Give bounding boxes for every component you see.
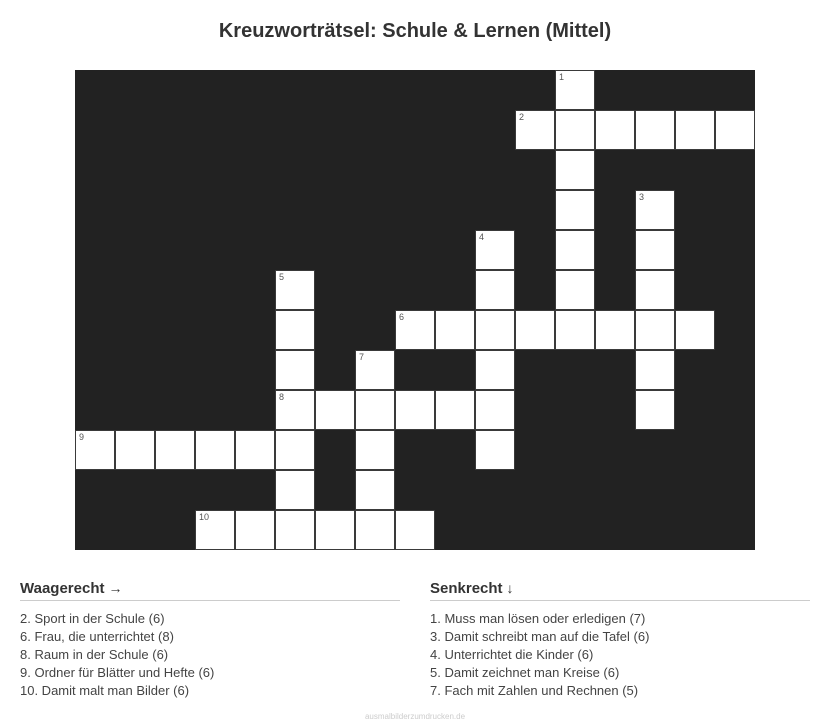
footer-credit: ausmalbilderzumdrucken.de xyxy=(364,712,466,721)
clue-number: 6 xyxy=(399,312,405,322)
grid-cell[interactable] xyxy=(475,430,515,470)
grid-cell[interactable] xyxy=(475,350,515,390)
clue-number: 8 xyxy=(279,392,285,402)
grid-cell[interactable] xyxy=(555,310,595,350)
clue-number: 5 xyxy=(279,272,285,282)
grid-cell[interactable] xyxy=(675,310,715,350)
grid-cell[interactable] xyxy=(195,430,235,470)
grid-cell[interactable] xyxy=(595,310,635,350)
grid-cell[interactable] xyxy=(515,110,555,150)
grid-cell[interactable] xyxy=(275,270,315,310)
down-heading xyxy=(430,580,810,601)
down-clues xyxy=(430,580,810,700)
grid-cell[interactable] xyxy=(355,510,395,550)
grid-cell[interactable] xyxy=(275,310,315,350)
grid-cell[interactable] xyxy=(355,350,395,390)
grid-cell[interactable] xyxy=(235,430,275,470)
grid-cell[interactable] xyxy=(395,510,435,550)
clue-across-6: 6. Frau, die unterrichtet (8) xyxy=(20,629,174,644)
clue-number: 10 xyxy=(199,512,210,522)
down-heading-label: Senkrecht xyxy=(430,580,503,597)
grid-cell[interactable] xyxy=(555,230,595,270)
grid-cell[interactable] xyxy=(475,310,515,350)
grid-cell[interactable] xyxy=(555,110,595,150)
grid-cell[interactable] xyxy=(355,470,395,510)
crossword-grid xyxy=(75,70,755,550)
grid-cell[interactable] xyxy=(395,390,435,430)
clue-down-7: 7. Fach mit Zahlen und Rechnen (5) xyxy=(430,683,639,698)
clue-across-2: 2. Sport in der Schule (6) xyxy=(20,611,165,626)
grid-cell[interactable] xyxy=(635,390,675,430)
clue-across-9: 9. Ordner für Blätter und Hefte (6) xyxy=(20,665,215,680)
grid-cell[interactable] xyxy=(715,110,755,150)
grid-cell[interactable] xyxy=(195,510,235,550)
clue-across-10: 10. Damit malt man Bilder (6) xyxy=(20,683,190,698)
clue-down-3: 3. Damit schreibt man auf die Tafel (6) xyxy=(430,629,650,644)
grid-cell[interactable] xyxy=(475,230,515,270)
grid-cell[interactable] xyxy=(435,390,475,430)
across-heading xyxy=(20,580,400,601)
clue-across-8: 8. Raum in der Schule (6) xyxy=(20,647,169,662)
clue-number: 7 xyxy=(359,352,365,362)
grid-cell[interactable] xyxy=(435,310,475,350)
arrow-down-icon: ↓ xyxy=(506,580,514,596)
grid-cell[interactable] xyxy=(635,350,675,390)
grid-cell[interactable] xyxy=(275,390,315,430)
across-clues xyxy=(20,580,400,700)
grid-cell[interactable] xyxy=(275,470,315,510)
grid-cell[interactable] xyxy=(315,510,355,550)
grid-cell[interactable] xyxy=(395,310,435,350)
across-heading-label: Waagerecht xyxy=(20,580,105,597)
grid-cell[interactable] xyxy=(315,390,355,430)
grid-cell[interactable] xyxy=(275,510,315,550)
grid-cell[interactable] xyxy=(515,310,555,350)
grid-cell[interactable] xyxy=(635,270,675,310)
grid-cell[interactable] xyxy=(115,430,155,470)
grid-cell[interactable] xyxy=(555,70,595,110)
clue-number: 4 xyxy=(479,232,485,242)
arrow-right-icon: → xyxy=(108,580,123,596)
grid-cell[interactable] xyxy=(595,110,635,150)
clue-number: 9 xyxy=(79,432,85,442)
grid-cell[interactable] xyxy=(475,270,515,310)
clue-down-4: 4. Unterrichtet die Kinder (6) xyxy=(430,647,594,662)
page-title: Kreuzworträtsel: Schule & Lernen (Mittel) xyxy=(218,20,612,42)
grid-cell[interactable] xyxy=(635,190,675,230)
grid-cell[interactable] xyxy=(475,390,515,430)
grid-cell[interactable] xyxy=(555,150,595,190)
grid-cell[interactable] xyxy=(635,110,675,150)
grid-cell[interactable] xyxy=(635,310,675,350)
clue-number: 2 xyxy=(519,112,525,122)
clue-down-5: 5. Damit zeichnet man Kreise (6) xyxy=(430,665,620,680)
grid-cell[interactable] xyxy=(275,350,315,390)
grid-cell[interactable] xyxy=(555,190,595,230)
grid-cell[interactable] xyxy=(275,430,315,470)
grid-cell[interactable] xyxy=(75,430,115,470)
grid-cell[interactable] xyxy=(555,270,595,310)
clue-down-1: 1. Muss man lösen oder erledigen (7) xyxy=(430,611,646,626)
grid-cell[interactable] xyxy=(635,230,675,270)
grid-cell[interactable] xyxy=(155,430,195,470)
grid-cell[interactable] xyxy=(235,510,275,550)
clue-number: 1 xyxy=(559,72,565,82)
grid-cell[interactable] xyxy=(675,110,715,150)
grid-cell[interactable] xyxy=(355,430,395,470)
grid-cell[interactable] xyxy=(355,390,395,430)
clue-number: 3 xyxy=(639,192,645,202)
